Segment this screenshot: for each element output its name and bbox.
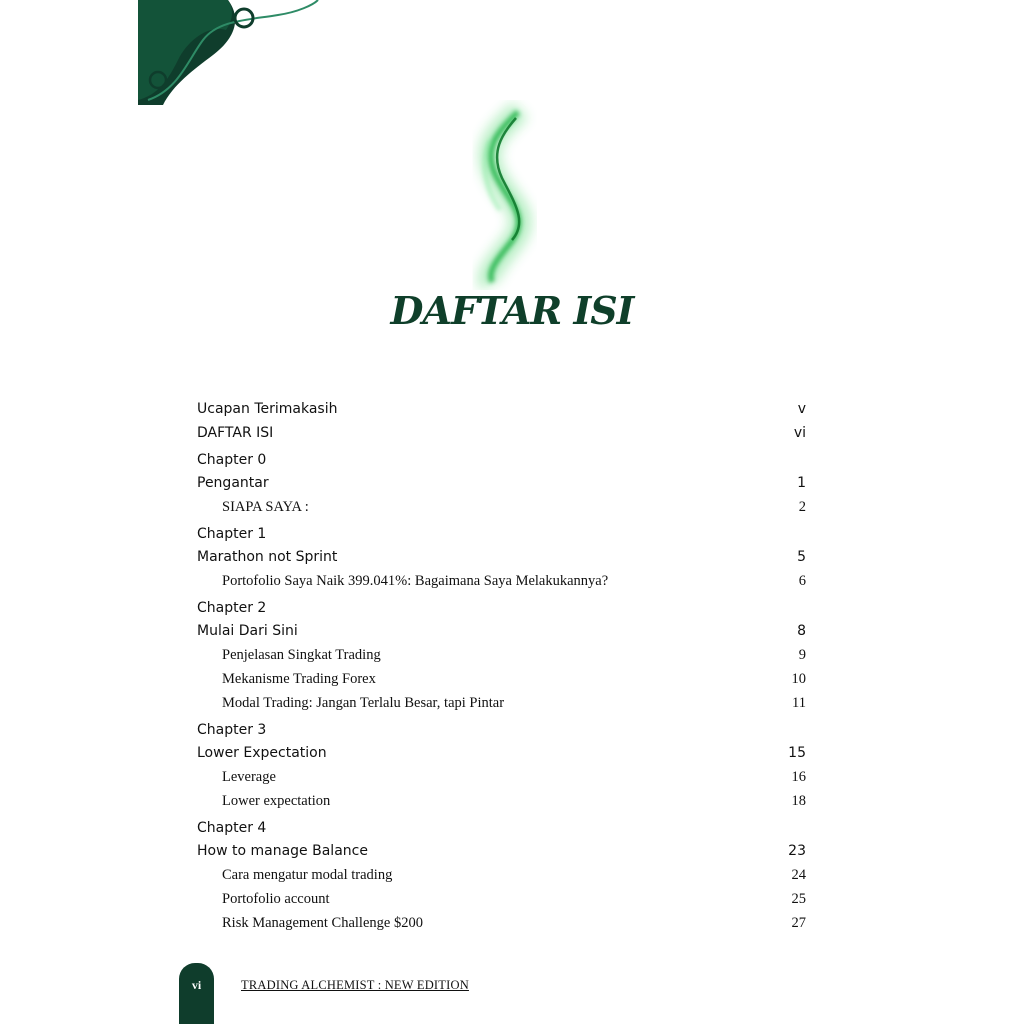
- toc-entry-title: Penjelasan Singkat Trading: [222, 647, 381, 663]
- toc-entry-page-number: 2: [798, 499, 806, 515]
- footer-book-title: TRADING ALCHEMIST : NEW EDITION: [241, 978, 469, 992]
- toc-entry-title: Pengantar: [197, 475, 269, 491]
- table-of-contents: [197, 397, 806, 935]
- green-smoke-image: [440, 100, 560, 290]
- toc-entry-title: Cara mengatur modal trading: [222, 867, 393, 883]
- toc-entry[interactable]: [197, 619, 806, 643]
- toc-entry-title: Marathon not Sprint: [197, 549, 338, 565]
- toc-entry-title: Chapter 0: [197, 452, 267, 468]
- toc-entry-page-number: 9: [798, 647, 806, 663]
- toc-entry-page-number: 18: [791, 793, 806, 809]
- toc-entry-page-number: 24: [791, 867, 806, 883]
- toc-entry-title: Lower expectation: [222, 793, 331, 809]
- toc-entry[interactable]: [197, 863, 806, 887]
- toc-entry[interactable]: [197, 691, 806, 715]
- toc-entry-title: SIAPA SAYA :: [222, 499, 309, 515]
- footer-page-number: vi: [191, 978, 202, 992]
- toc-entry-page-number: 15: [788, 745, 806, 761]
- toc-chapter-heading: [197, 715, 806, 741]
- toc-entry[interactable]: [197, 569, 806, 593]
- toc-entry[interactable]: [197, 643, 806, 667]
- toc-entry-title: Portofolio account: [222, 891, 330, 907]
- toc-chapter-heading: [197, 593, 806, 619]
- toc-entry-page-number: 27: [791, 915, 806, 931]
- toc-entry-title: Modal Trading: Jangan Terlalu Besar, tapi Pintar: [222, 695, 505, 711]
- toc-entry-page-number: 16: [791, 769, 806, 785]
- toc-entry-title: How to manage Balance: [197, 843, 368, 859]
- toc-entry-page-number: v: [797, 401, 806, 417]
- toc-entry[interactable]: [197, 421, 806, 445]
- toc-entry-title: Ucapan Terimakasih: [197, 401, 338, 417]
- toc-entry-title: Chapter 1: [197, 526, 267, 542]
- toc-chapter-heading: [197, 519, 806, 545]
- toc-entry-page-number: vi: [793, 425, 806, 441]
- toc-entry[interactable]: [197, 741, 806, 765]
- toc-entry-title: Portofolio Saya Naik 399.041%: Bagaimana Saya Melakukannya?: [222, 573, 609, 589]
- toc-entry[interactable]: [197, 789, 806, 813]
- toc-entry-page-number: 6: [798, 573, 806, 589]
- toc-entry-page-number: 10: [791, 671, 806, 687]
- toc-entry[interactable]: [197, 471, 806, 495]
- toc-entry-page-number: 11: [792, 695, 806, 711]
- toc-entry-page-number: 1: [797, 475, 806, 491]
- corner-decoration: [138, 0, 338, 115]
- toc-entry[interactable]: [197, 765, 806, 789]
- toc-entry-page-number: 23: [788, 843, 806, 859]
- toc-entry-title: Lower Expectation: [197, 745, 327, 761]
- toc-entry[interactable]: [197, 839, 806, 863]
- toc-entry[interactable]: [197, 545, 806, 569]
- toc-entry-title: Chapter 2: [197, 600, 267, 616]
- toc-entry-title: Chapter 4: [197, 820, 267, 836]
- toc-entry-page-number: 8: [797, 623, 806, 639]
- toc-chapter-heading: [197, 445, 806, 471]
- toc-entry[interactable]: [197, 887, 806, 911]
- footer-page-tab: [179, 963, 214, 1024]
- toc-chapter-heading: [197, 813, 806, 839]
- toc-entry[interactable]: [197, 397, 806, 421]
- toc-entry[interactable]: [197, 495, 806, 519]
- toc-entry-title: DAFTAR ISI: [197, 425, 274, 441]
- toc-entry-title: Mekanisme Trading Forex: [222, 671, 376, 687]
- toc-entry-title: Chapter 3: [197, 722, 267, 738]
- toc-entry-title: Leverage: [222, 769, 276, 785]
- toc-entry-title: Mulai Dari Sini: [197, 623, 298, 639]
- toc-entry[interactable]: [197, 667, 806, 691]
- toc-entry-page-number: 25: [791, 891, 806, 907]
- toc-entry-title: Risk Management Challenge $200: [222, 915, 423, 931]
- page-title: DAFTAR ISI: [390, 288, 634, 333]
- toc-entry-page-number: 5: [797, 549, 806, 565]
- toc-entry[interactable]: [197, 911, 806, 935]
